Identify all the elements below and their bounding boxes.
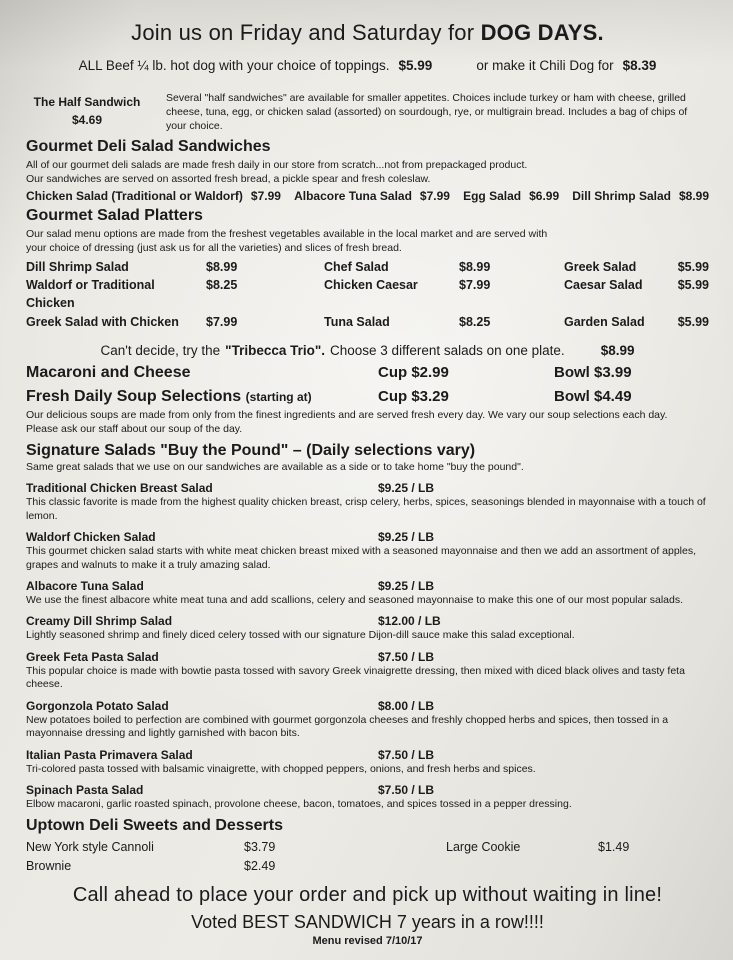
item-price: $8.25 xyxy=(206,278,238,293)
item-header xyxy=(26,650,709,665)
item-name: Greek Salad with Chicken xyxy=(26,314,179,329)
item-description: New potatoes boiled to perfection are combined with gourmet gorgonzola cheeses and freshly chopped herbs and spices, then tossed in a mayonnaise dressing and lightly garnished with bacon bits. xyxy=(26,713,669,740)
menu-item xyxy=(26,189,281,203)
item-price: $7.99 xyxy=(459,278,491,293)
item-name: Tuna Salad xyxy=(324,314,390,329)
item-description: This popular choice is made with bowtie pasta tossed with savory Greek vinaigrette dressing, then mixed with diced black olives and tasty feta cheese. xyxy=(26,664,685,691)
signature-item xyxy=(26,579,709,607)
item-name: Greek Salad xyxy=(564,260,637,275)
signature-item xyxy=(26,614,709,642)
item-name: New York style Cannoli xyxy=(26,840,154,855)
item-name: Large Cookie xyxy=(446,840,521,855)
signature-item xyxy=(26,650,709,692)
trio-price: $8.99 xyxy=(600,342,635,358)
item-name: Macaroni and Cheese xyxy=(26,363,191,381)
item-name: Albacore Tuna Salad xyxy=(294,188,412,203)
item-description: Tri-colored pasta tossed with balsamic vinaigrette, with chopped peppers, onions, and fresh herbs and spices. xyxy=(26,762,536,775)
signature-item xyxy=(26,530,709,572)
platters-heading: Gourmet Salad Platters xyxy=(26,206,203,224)
item-price: $7.99 xyxy=(419,188,450,203)
item-price: $7.99 xyxy=(206,314,238,329)
deli-sandwich-items xyxy=(26,189,709,203)
bowl-price: Bowl $4.49 xyxy=(554,387,632,405)
item-price: $8.99 xyxy=(678,188,709,203)
half-sandwich-name: The Half Sandwich xyxy=(33,95,141,109)
item-description: Elbow macaroni, garlic roasted spinach, provolone cheese, bacon, tomatoes, and spices tossed in a pepper dressing. xyxy=(26,798,572,811)
item-name: Brownie xyxy=(26,858,72,873)
item-name: Caesar Salad xyxy=(564,278,643,293)
trio-suffix: Choose 3 different salads on one plate. xyxy=(330,342,565,358)
item-name: Dill Shrimp Salad xyxy=(572,188,671,203)
hotdog-text: ALL Beef ¼ lb. hot dog with your choice of toppings. xyxy=(78,58,390,73)
trio-prefix: Can't decide, try the xyxy=(100,342,221,358)
item-price: $3.79 xyxy=(244,840,276,855)
item-description: We use the finest albacore white meat tuna and add scallions, celery and seasoned mayonnaise to make this one of our most popular salads. xyxy=(26,593,684,606)
item-name: Spinach Pasta Salad xyxy=(26,783,144,798)
item-price: $9.25 / LB xyxy=(378,530,435,545)
desserts-table xyxy=(26,838,709,874)
half-sandwich-name-price xyxy=(26,91,148,134)
soup-note: (starting at) xyxy=(245,389,312,404)
item-price: $5.99 xyxy=(677,314,709,329)
menu-item xyxy=(463,189,559,203)
item-price: $8.00 / LB xyxy=(378,698,435,713)
chili-dog-price: $8.39 xyxy=(622,58,657,73)
cup-price: Cup $2.99 xyxy=(378,363,449,381)
item-price: $7.50 / LB xyxy=(378,649,435,664)
voted-best-line: Voted BEST SANDWICH 7 years in a row!!!! xyxy=(191,911,544,932)
item-price: $8.25 xyxy=(459,314,491,329)
item-price: $1.49 xyxy=(598,840,630,855)
item-price: $9.25 / LB xyxy=(378,481,435,496)
item-header xyxy=(26,481,709,496)
soup-row xyxy=(26,388,709,406)
item-header xyxy=(26,748,709,763)
item-price: $2.49 xyxy=(244,858,276,873)
deli-sandwiches-desc1: All of our gourmet deli salads are made fresh daily in our store from scratch...not from prepackaged product. xyxy=(26,158,528,171)
item-name: Albacore Tuna Salad xyxy=(26,578,144,593)
item-name: Creamy Dill Shrimp Salad xyxy=(26,614,173,629)
soup-name: Fresh Daily Soup Selections xyxy=(26,387,246,405)
menu-item xyxy=(294,189,450,203)
item-name xyxy=(26,388,378,406)
item-price: $5.99 xyxy=(677,278,709,293)
item-header xyxy=(26,783,709,798)
mac-and-cheese-row xyxy=(26,364,709,382)
half-sandwich-section xyxy=(26,91,709,134)
chili-dog-text: or make it Chili Dog for xyxy=(476,58,614,73)
item-price: $12.00 / LB xyxy=(378,614,441,629)
item-name: Waldorf Chicken Salad xyxy=(26,530,156,545)
item-header xyxy=(26,614,709,629)
signature-item xyxy=(26,481,709,523)
hotdog-offer-line xyxy=(26,58,709,73)
soup-description-2: Please ask our staff about our soup of the day. xyxy=(26,422,243,435)
item-description: This gourmet chicken salad starts with white meat chicken breast mixed with a seasoned mayonnaise and then we add an assortment of apples, grapes and walnuts to make it a truly amazing salad. xyxy=(26,545,697,571)
signature-salads-subtext: Same great salads that we use on our sandwiches are available as a side or to take home "buy the pound". xyxy=(26,461,524,474)
item-name: Egg Salad xyxy=(463,188,522,203)
signature-item xyxy=(26,783,709,811)
signature-item xyxy=(26,699,709,741)
bowl-price: Bowl $3.99 xyxy=(554,363,632,381)
hotdog-price: $5.99 xyxy=(398,58,433,73)
item-price: $7.99 xyxy=(250,188,281,203)
item-price: $8.99 xyxy=(459,260,491,275)
cup-price: Cup $3.29 xyxy=(378,387,449,405)
item-header xyxy=(26,699,709,714)
item-name: Italian Pasta Primavera Salad xyxy=(26,747,193,762)
item-price: $7.50 / LB xyxy=(378,747,435,762)
item-name: Dill Shrimp Salad xyxy=(26,260,129,275)
tribecca-trio-line xyxy=(26,343,709,358)
promo-header xyxy=(26,20,709,46)
trio-name: "Tribecca Trio". xyxy=(225,342,326,358)
item-name: Chicken Caesar xyxy=(324,278,418,293)
signature-item xyxy=(26,748,709,776)
signature-salads-heading: Signature Salads "Buy the Pound" – (Daily selections vary) xyxy=(26,442,476,460)
item-name: Greek Feta Pasta Salad xyxy=(26,649,159,664)
platters-description: Our salad menu options are made from the freshest vegetables available in the local market and are served with your choice of dressing (just ask us for all the varieties) and slices of fresh bread. xyxy=(26,227,548,255)
item-header xyxy=(26,579,709,594)
item-price: $5.99 xyxy=(677,260,709,275)
menu-item xyxy=(572,189,709,203)
item-price: $8.99 xyxy=(206,260,238,275)
item-description: Lightly seasoned shrimp and finely diced celery tossed with our signature Dijon-dill sauce make this salad exceptional. xyxy=(26,629,575,642)
item-name: Chef Salad xyxy=(324,260,389,275)
half-sandwich-description: Several "half sandwiches" are available for smaller appetites. Choices include turkey or ham with cheese, grilled cheese, tuna, egg, or chicken salad (assorted) on sourdough, rye, or multigrain bread. Includes a bag of chips of your choice. xyxy=(166,92,688,133)
deli-sandwiches-heading: Gourmet Deli Salad Sandwiches xyxy=(26,137,271,155)
item-name: Garden Salad xyxy=(564,314,645,329)
item-price: $7.50 / LB xyxy=(378,783,435,798)
menu-revised-date: Menu revised 7/10/17 xyxy=(312,934,423,947)
item-price: $9.25 / LB xyxy=(378,578,435,593)
promo-highlight: DOG DAYS. xyxy=(480,20,604,45)
item-description: This classic favorite is made from the highest quality chicken breast, crisp celery, herbs, spices, seasonings blended in mayonnaise with a touch of lemon. xyxy=(26,496,706,522)
half-sandwich-price: $4.69 xyxy=(71,113,103,127)
item-name: Chicken Salad (Traditional or Waldorf) xyxy=(26,188,243,203)
call-ahead-line: Call ahead to place your order and pick up without waiting in line! xyxy=(72,883,663,906)
platters-table xyxy=(26,258,709,331)
item-name: Traditional Chicken Breast Salad xyxy=(26,481,213,496)
desserts-heading: Uptown Deli Sweets and Desserts xyxy=(26,817,283,835)
promo-text: Join us on Friday and Saturday for xyxy=(131,20,481,45)
item-price: $6.99 xyxy=(529,188,560,203)
item-name: Gorgonzola Potato Salad xyxy=(26,698,169,713)
item-header xyxy=(26,530,709,545)
soup-description-1: Our delicious soups are made from only from the finest ingredients and are served fresh every day. We vary our soup selections each day. xyxy=(26,408,668,421)
item-name: Waldorf or Traditional Chicken xyxy=(26,278,155,311)
deli-sandwiches-desc2: Our sandwiches are served on assorted fresh bread, a pickle spear and fresh coleslaw. xyxy=(26,172,431,185)
